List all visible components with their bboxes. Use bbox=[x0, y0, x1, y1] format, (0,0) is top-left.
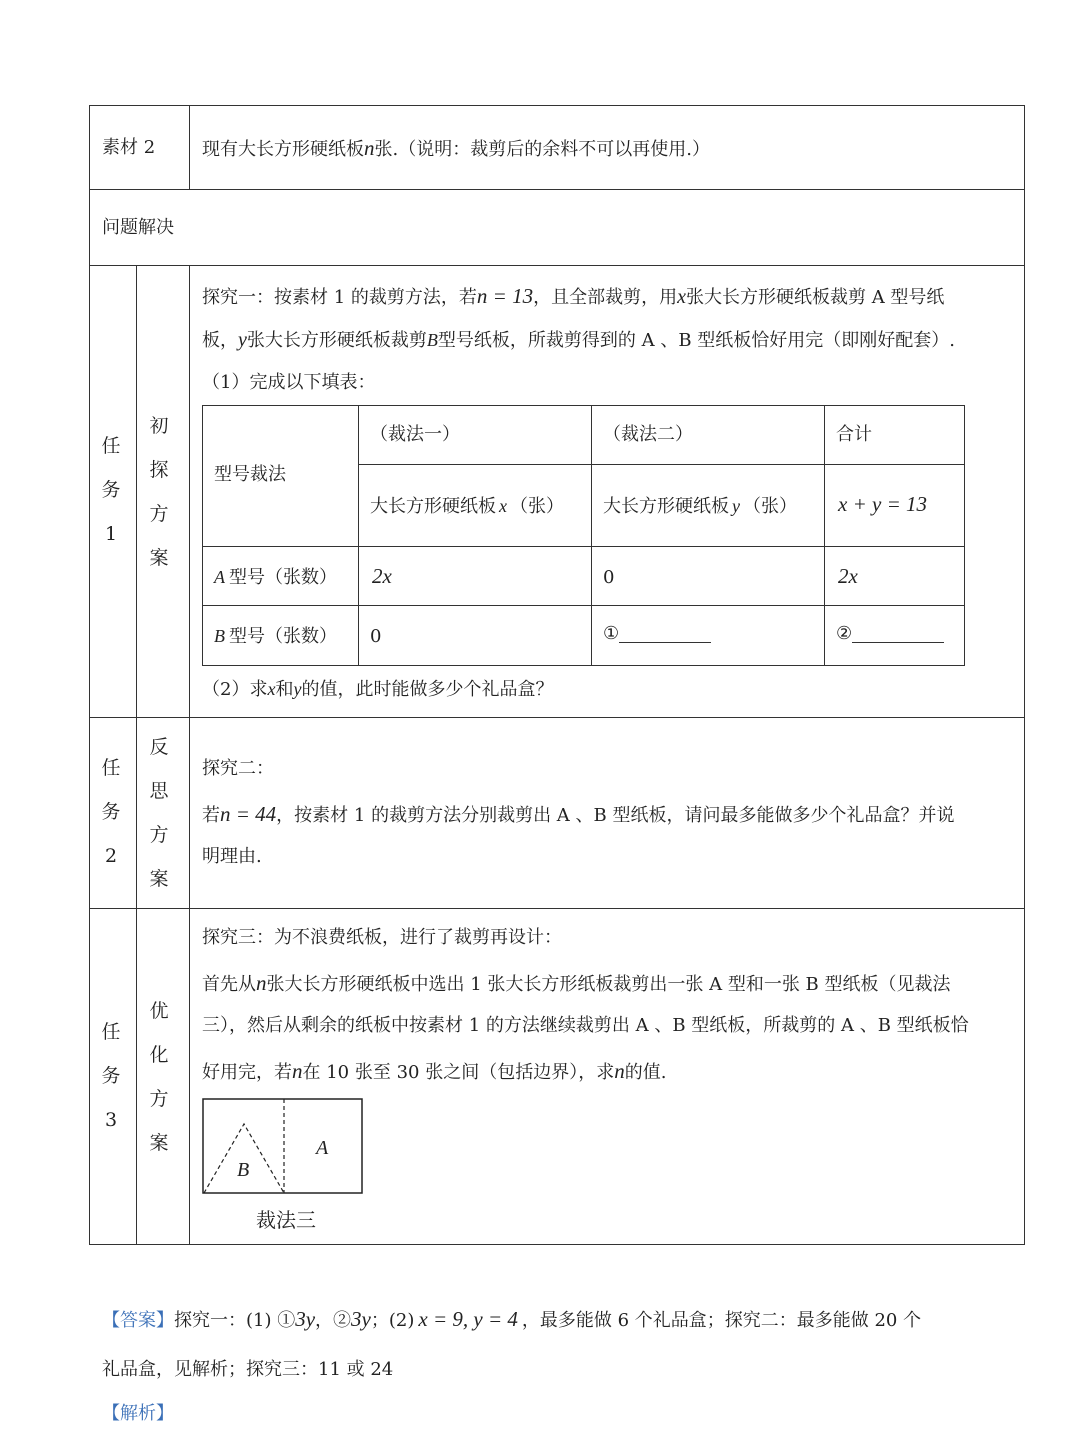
answer-3y-2: 3y bbox=[351, 1307, 371, 1331]
table-rowA-text: 型号（张数） bbox=[229, 567, 337, 588]
figure-label-B: B bbox=[237, 1159, 250, 1181]
task1-eq-n13: n = 13 bbox=[476, 284, 534, 308]
figure-label-A: A bbox=[316, 1137, 329, 1159]
task2-line2 bbox=[202, 804, 954, 825]
answer-line2: 礼品盒，见解析；探究三：11 或 24 bbox=[102, 1359, 394, 1380]
task3-label-char-1: 任 bbox=[101, 1021, 121, 1043]
outer-right-border bbox=[1024, 105, 1025, 1245]
task2-plan-char-4: 案 bbox=[149, 868, 169, 890]
task3-line2 bbox=[202, 973, 951, 994]
answer-line1-b: ，② bbox=[315, 1310, 352, 1331]
task3-line4 bbox=[202, 1061, 666, 1082]
task1-var-B: B bbox=[426, 330, 438, 350]
task2-line2-b: ，按素材 1 的裁剪方法分别裁剪出 A 、B 型纸板，请问最多能做多少个礼品盒？并说 bbox=[276, 805, 955, 826]
table-right bbox=[964, 405, 965, 666]
table-rowB-var: B bbox=[214, 626, 225, 646]
task2-line3: 明理由. bbox=[202, 846, 262, 867]
blank2-mark: ② bbox=[836, 623, 853, 644]
task1-line1 bbox=[202, 286, 944, 307]
task3-plan-label bbox=[144, 989, 174, 1165]
task1-plan-char-1: 初 bbox=[149, 415, 169, 437]
task1-var-x: x bbox=[677, 286, 686, 308]
col-divider-material bbox=[189, 105, 190, 190]
task3-line3: 三），然后从剩余的纸板中按素材 1 的方法继续裁剪出 A 、B 型纸板，所裁剪的 A 、B 型纸板恰 bbox=[202, 1015, 969, 1036]
task2-plan-label bbox=[144, 725, 174, 901]
task2-eq-n44: n = 44 bbox=[220, 802, 277, 826]
table-row-1 bbox=[358, 464, 965, 465]
answer-line1-a: 探究一：(1) ① bbox=[174, 1310, 296, 1331]
analysis-tag: 【解析】 bbox=[102, 1403, 174, 1424]
task1-q2-x: x bbox=[267, 679, 276, 699]
task1-line2-b: 张大长方形硬纸板裁剪 bbox=[246, 330, 427, 351]
board-outline bbox=[203, 1099, 362, 1193]
task1-label bbox=[96, 424, 126, 556]
table-board-y bbox=[603, 497, 797, 516]
task1-label-char-3: 1 bbox=[104, 523, 118, 545]
task1-plan-char-2: 探 bbox=[149, 459, 169, 481]
answer-line1 bbox=[102, 1309, 921, 1330]
table-bottom bbox=[202, 665, 965, 666]
table-row-3 bbox=[202, 605, 965, 606]
table-method1: （裁法一） bbox=[370, 424, 460, 445]
table-rowB-text: 型号（张数） bbox=[229, 626, 337, 647]
row-divider-4 bbox=[89, 908, 1025, 909]
task1-label-char-1: 任 bbox=[101, 435, 121, 457]
task1-plan-label bbox=[144, 404, 174, 580]
table-top bbox=[202, 405, 965, 406]
task3-plan-char-2: 化 bbox=[149, 1044, 169, 1066]
task2-label bbox=[96, 746, 126, 878]
task1-line1-b: ，且全部裁剪，用 bbox=[533, 287, 678, 308]
problem-solving-label: 问题解决 bbox=[102, 217, 174, 238]
task1-line1-a: 探究一：按素材 1 的裁剪方法，若 bbox=[202, 287, 477, 308]
task2-plan-char-3: 方 bbox=[149, 824, 169, 846]
blank2-input[interactable] bbox=[852, 624, 944, 643]
task3-line4-b: 在 10 张至 30 张之间（包括边界），求 bbox=[302, 1062, 615, 1083]
task2-label-char-3: 2 bbox=[104, 845, 118, 867]
task1-label-char-2: 务 bbox=[101, 479, 121, 501]
answer-eq-xy: x = 9, y = 4 bbox=[418, 1307, 518, 1331]
table-rowB-m1: 0 bbox=[370, 626, 382, 647]
task1-q2-b: 和 bbox=[275, 679, 294, 700]
table-method2: （裁法二） bbox=[603, 424, 693, 445]
table-total: 合计 bbox=[836, 424, 872, 445]
task2-plan-char-2: 思 bbox=[149, 780, 169, 802]
task1-q2-a: （2）求 bbox=[202, 679, 268, 700]
material2-text-a: 现有大长方形硬纸板 bbox=[202, 139, 364, 160]
task2-plan-char-1: 反 bbox=[149, 736, 169, 758]
table-board-y-b: （张） bbox=[743, 496, 797, 517]
answer-3y-1: 3y bbox=[295, 1307, 316, 1331]
table-rowA-var: A bbox=[214, 567, 225, 587]
task3-label bbox=[96, 1010, 126, 1142]
table-rowB-label bbox=[214, 627, 337, 646]
table-board-y-a: 大长方形硬纸板 bbox=[603, 496, 729, 517]
task1-line1-c: 张大长方形硬纸板裁剪 A 型号纸 bbox=[685, 287, 945, 308]
table-rowA-m1: 2x bbox=[372, 564, 392, 588]
table-board-y-var: y bbox=[732, 496, 740, 516]
table-rowB-total[interactable] bbox=[836, 624, 944, 643]
table-board-x-var: x bbox=[499, 496, 507, 516]
task1-q2-y: y bbox=[293, 679, 302, 699]
table-rowA-m2: 0 bbox=[603, 567, 615, 588]
blank1-input[interactable] bbox=[619, 624, 711, 643]
table-board-x-b: （张） bbox=[510, 496, 564, 517]
task3-var-n-3: n bbox=[614, 1059, 625, 1083]
table-board-x bbox=[370, 497, 564, 516]
task2-line2-a: 若 bbox=[202, 805, 220, 826]
col-divider-task bbox=[136, 265, 137, 1245]
task3-label-char-3: 3 bbox=[104, 1109, 118, 1131]
task3-line4-c: 的值. bbox=[624, 1062, 667, 1083]
table-col-3 bbox=[824, 405, 825, 666]
col-divider-plan bbox=[189, 265, 190, 1245]
task1-line2 bbox=[202, 330, 955, 350]
task3-line4-a: 好用完，若 bbox=[202, 1062, 292, 1083]
task3-plan-char-1: 优 bbox=[149, 1000, 169, 1022]
task1-q2-c: 的值，此时能做多少个礼品盒？ bbox=[301, 679, 554, 700]
outer-top-border bbox=[89, 105, 1025, 106]
cutting-method3-figure bbox=[202, 1098, 364, 1196]
task3-plan-char-4: 案 bbox=[149, 1132, 169, 1154]
task1-q2 bbox=[202, 680, 553, 699]
outer-left-border bbox=[89, 105, 90, 1245]
table-rowA-total: 2x bbox=[838, 564, 858, 588]
table-row-2 bbox=[202, 546, 965, 547]
row-divider-1 bbox=[89, 189, 1025, 190]
task3-line1: 探究三：为不浪费纸板，进行了裁剪再设计： bbox=[202, 927, 562, 948]
task3-plan-char-3: 方 bbox=[149, 1088, 169, 1110]
task3-label-char-2: 务 bbox=[101, 1065, 121, 1087]
task1-line2-c: 型号纸板，所裁剪得到的 A 、B 型纸板恰好用完（即刚好配套）. bbox=[437, 330, 956, 351]
table-left bbox=[202, 405, 203, 666]
task1-plan-char-4: 案 bbox=[149, 547, 169, 569]
outer-bottom-border bbox=[89, 1244, 1025, 1245]
answer-line1-d: ，最多能做 6 个礼品盒；探究二：最多能做 20 个 bbox=[521, 1310, 922, 1331]
row-divider-2 bbox=[89, 265, 1025, 266]
material2-label: 素材 2 bbox=[102, 137, 156, 158]
task1-q1: （1）完成以下填表： bbox=[202, 372, 376, 393]
table-col-2 bbox=[591, 405, 592, 666]
material2-text-b: 张.（说明：裁剪后的余料不可以再使用.） bbox=[374, 139, 710, 160]
task1-var-y: y bbox=[238, 329, 247, 351]
table-total-eq: x + y = 13 bbox=[838, 492, 927, 516]
answer-line1-c: ；(2) bbox=[370, 1310, 415, 1331]
task2-label-char-2: 务 bbox=[101, 801, 121, 823]
task1-plan-char-3: 方 bbox=[149, 503, 169, 525]
blank1-mark: ① bbox=[603, 623, 620, 644]
table-header-type: 型号裁法 bbox=[214, 464, 286, 485]
table-board-x-a: 大长方形硬纸板 bbox=[370, 496, 496, 517]
material2-text bbox=[202, 138, 710, 159]
task2-line1: 探究二： bbox=[202, 758, 274, 779]
table-rowB-m2[interactable] bbox=[603, 624, 711, 643]
table-col-1 bbox=[358, 405, 359, 666]
answer-tag: 【答案】 bbox=[102, 1310, 174, 1331]
task3-line2-b: 张大长方形硬纸板中选出 1 张大长方形纸板裁剪出一张 A 型和一张 B 型纸板（见裁法 bbox=[266, 974, 951, 995]
task1-fill-table bbox=[202, 405, 965, 666]
material2-var-n: n bbox=[364, 136, 375, 160]
figure-caption: 裁法三 bbox=[256, 1208, 316, 1232]
task3-var-n-2: n bbox=[292, 1059, 303, 1083]
row-divider-3 bbox=[89, 717, 1025, 718]
task3-line2-a: 首先从 bbox=[202, 974, 256, 995]
cutting-diagram bbox=[202, 1098, 364, 1196]
table-rowA-label bbox=[214, 568, 337, 587]
task2-label-char-1: 任 bbox=[101, 757, 121, 779]
task1-line2-a: 板， bbox=[202, 330, 238, 351]
task3-var-n-1: n bbox=[256, 971, 267, 995]
